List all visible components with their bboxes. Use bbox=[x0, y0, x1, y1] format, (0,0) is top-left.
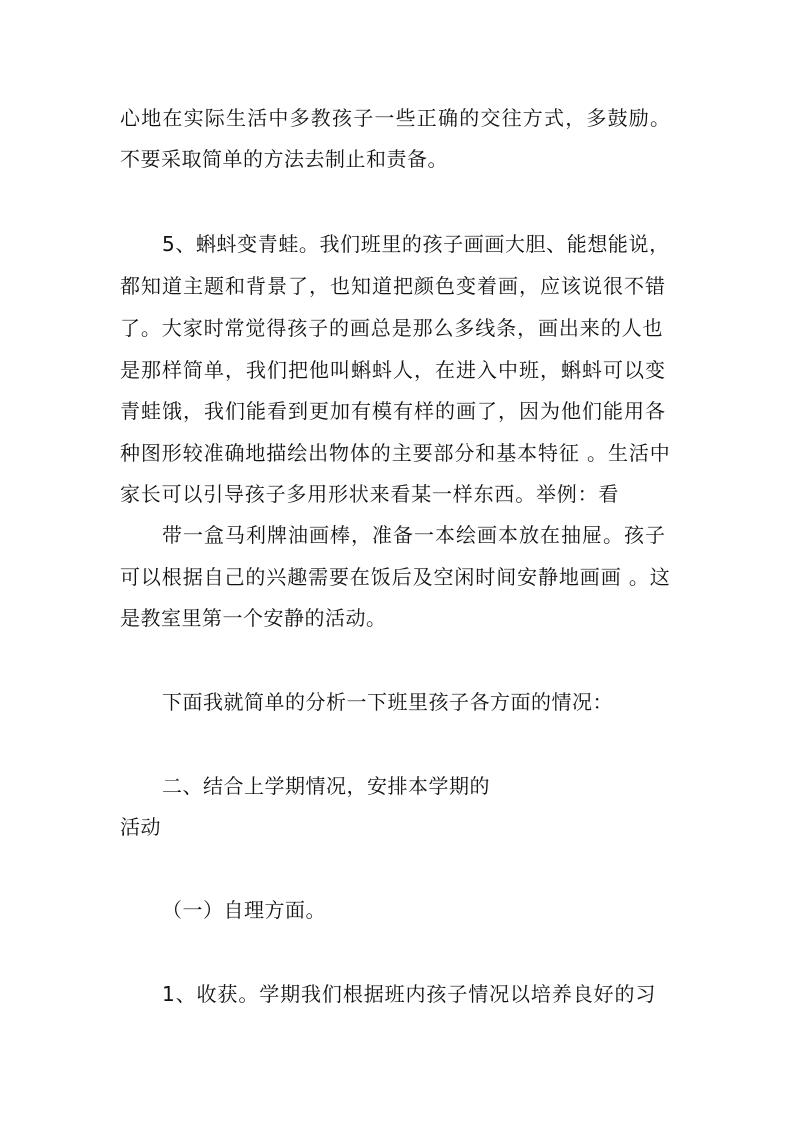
paragraph-line: 青蛙饿，我们能看到更加有模有样的画了，因为他们能用各 bbox=[120, 399, 666, 423]
section-heading-continuation: 活动 bbox=[120, 815, 161, 839]
paragraph-line: 5、蝌蚪变青蛙。我们班里的孩子画画大胆、能想能说， bbox=[162, 232, 670, 256]
paragraph-line: 种图形较准确地描绘出物体的主要部分和基本特征 。生活中 bbox=[120, 441, 671, 465]
subsection-heading: （一）自理方面。 bbox=[162, 898, 326, 922]
paragraph-line: 心地在实际生活中多教孩子一些正确的交往方式，多鼓励。 bbox=[120, 106, 672, 130]
paragraph-line: 1、收获。学期我们根据班内孩子情况以培养良好的习 bbox=[162, 982, 657, 1006]
paragraph-line: 是那样简单，我们把他叫蝌蚪人，在进入中班，蝌蚪可以变 bbox=[120, 358, 666, 382]
paragraph-line: 可以根据自己的兴趣需要在饭后及空闲时间安静地画画 。这 bbox=[120, 565, 671, 589]
paragraph-line: 下面我就简单的分析一下班里孩子各方面的情况： bbox=[162, 690, 613, 714]
section-heading: 二、结合上学期情况，安排本学期的 bbox=[162, 774, 490, 798]
paragraph-line: 都知道主题和背景了，也知道把颜色变着画，应该说很不错 bbox=[120, 274, 666, 298]
paragraph-line: 家长可以引导孩子多用形状来看某一样东西。举例：看 bbox=[120, 482, 620, 506]
paragraph-line: 了。大家时常觉得孩子的画总是那么多线条，画出来的人也 bbox=[120, 316, 664, 340]
paragraph-line: 带一盒马利牌油画棒，准备一本绘画本放在抽屉。孩子 bbox=[162, 523, 666, 547]
paragraph-line: 不要采取简单的方法去制止和责备。 bbox=[120, 147, 448, 171]
paragraph-line: 是教室里第一个安静的活动。 bbox=[120, 606, 387, 630]
